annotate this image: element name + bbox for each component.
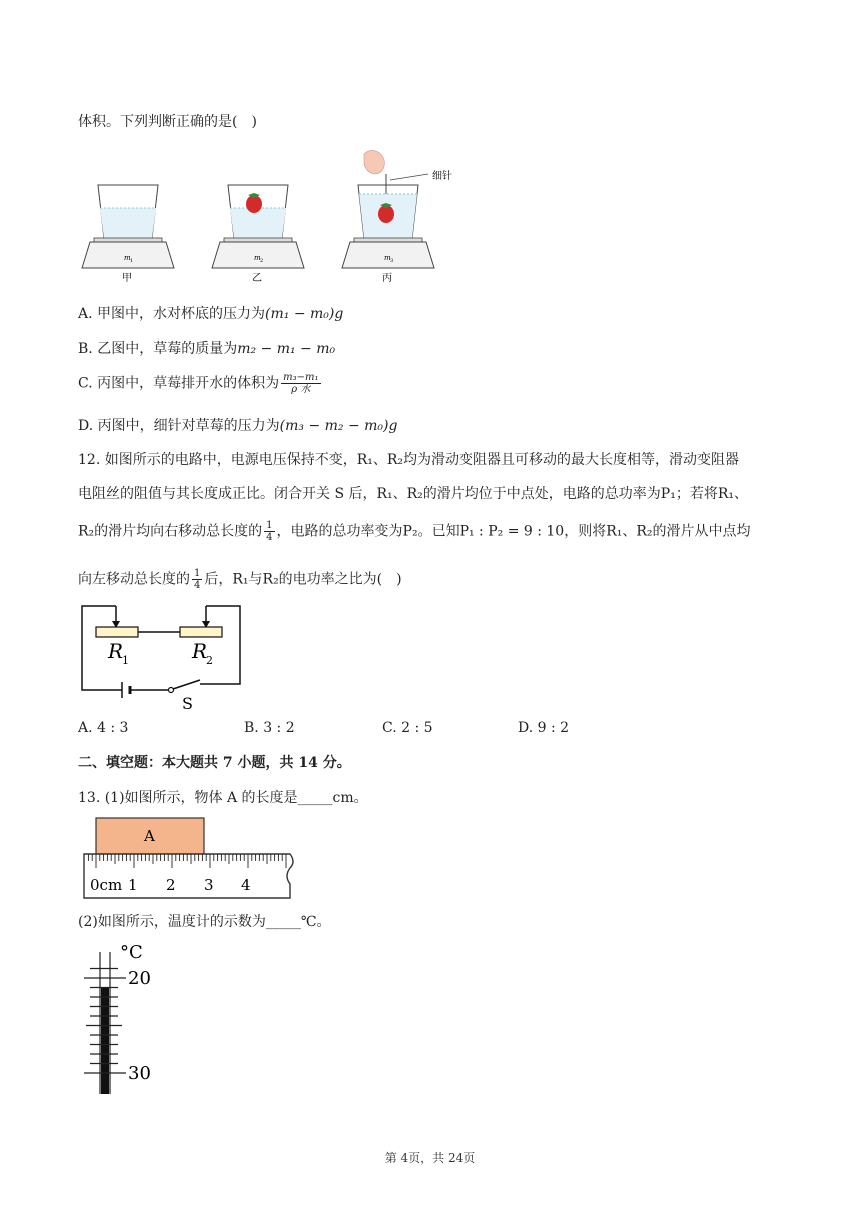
svg-text:R: R xyxy=(192,639,208,663)
svg-text:4: 4 xyxy=(241,876,251,894)
q11-option-b: B. 乙图中，草莓的质量为m₂ − m₁ − m₀ xyxy=(78,341,336,357)
svg-text:1: 1 xyxy=(130,258,134,264)
panel-bing xyxy=(342,150,452,284)
thermometer-liquid xyxy=(101,988,109,1094)
switch-icon xyxy=(169,688,174,693)
needle-label: 细针 xyxy=(432,171,452,182)
svg-text:S: S xyxy=(182,694,193,712)
q12-line-2: 电阻丝的阻值与其长度成正比。闭合开关 S 后，R₁、R₂的滑片均位于中点处，电路的总功率为P₁；若将R₁、 xyxy=(78,486,748,502)
svg-text:3: 3 xyxy=(204,876,214,894)
q12-option-c: C. 2 : 5 xyxy=(382,720,433,736)
panel-label-yi: 乙 xyxy=(252,273,262,284)
thermo-label-30: 30 xyxy=(128,1063,151,1084)
svg-text:1: 1 xyxy=(122,654,129,667)
q12-option-a: A. 4 : 3 xyxy=(78,720,129,736)
svg-text:m: m xyxy=(384,254,391,262)
svg-text:2: 2 xyxy=(206,654,213,667)
q12-line-1: 12. 如图所示的电路中，电源电压保持不变，R₁、R₂均为滑动变阻器且可移动的最大长度相等，滑动变阻器 xyxy=(78,452,740,468)
thermo-label-20: 20 xyxy=(128,968,151,989)
resistor-r2 xyxy=(180,627,222,637)
q11-option-d: D. 丙图中，细针对草莓的压力为(m₃ − m₂ − m₀)g xyxy=(78,418,398,434)
svg-text:3: 3 xyxy=(390,258,394,264)
panel-jia xyxy=(82,185,174,284)
svg-text:0cm: 0cm xyxy=(90,876,123,894)
page-footer: 第 4页，共 24页 xyxy=(384,1151,476,1165)
q12-option-d: D. 9 : 2 xyxy=(518,720,570,736)
panel-label-bing: 丙 xyxy=(382,273,392,284)
q11-stem: 体积。下列判断正确的是( ) xyxy=(78,114,257,130)
q13-part1: 13. (1)如图所示，物体 A 的长度是_____cm。 xyxy=(78,790,368,806)
q13-ruler-figure xyxy=(80,816,300,902)
svg-text:2: 2 xyxy=(166,876,176,894)
q12-line-4: 向左移动总长度的 $\frac{1}{4}$ 后，R₁与R₂的电功率之比为( ) xyxy=(78,568,402,591)
q13-part2: (2)如图所示，温度计的示数为_____℃。 xyxy=(78,914,331,930)
q12-option-b: B. 3 : 2 xyxy=(244,720,295,736)
panel-label-jia: 甲 xyxy=(122,273,132,284)
resistor-r1 xyxy=(96,627,138,637)
svg-text:R: R xyxy=(108,639,124,663)
object-a-label: A xyxy=(144,827,155,845)
q11-option-c: C. 丙图中，草莓排开水的体积为 $\frac{\text{m₃−m₁}}{\text{ρ 水}}$ xyxy=(78,372,319,395)
svg-text:2: 2 xyxy=(260,258,264,264)
q13-thermometer-figure xyxy=(80,938,170,1098)
panel-yi xyxy=(212,185,304,284)
svg-text:m: m xyxy=(254,254,261,262)
q11-figure xyxy=(78,148,478,288)
thermometer-unit: °C xyxy=(120,942,143,963)
q11-option-a: A. 甲图中，水对杯底的压力为(m₁ − m₀)g xyxy=(78,306,344,322)
q12-circuit xyxy=(78,602,248,712)
hand-icon xyxy=(364,150,384,174)
svg-text:1: 1 xyxy=(128,876,138,894)
q12-line-3: R₂的滑片均向右移动总长度的 $\frac{1}{4}$ ，电路的总功率变为P₂。已知P₁ : P₂ = 9 : 10，则将R₁、R₂的滑片从中点均 xyxy=(78,520,751,543)
scale-label-1: m xyxy=(124,254,131,262)
section-heading: 二、填空题：本大题共 7 小题，共 14 分。 xyxy=(78,755,351,771)
